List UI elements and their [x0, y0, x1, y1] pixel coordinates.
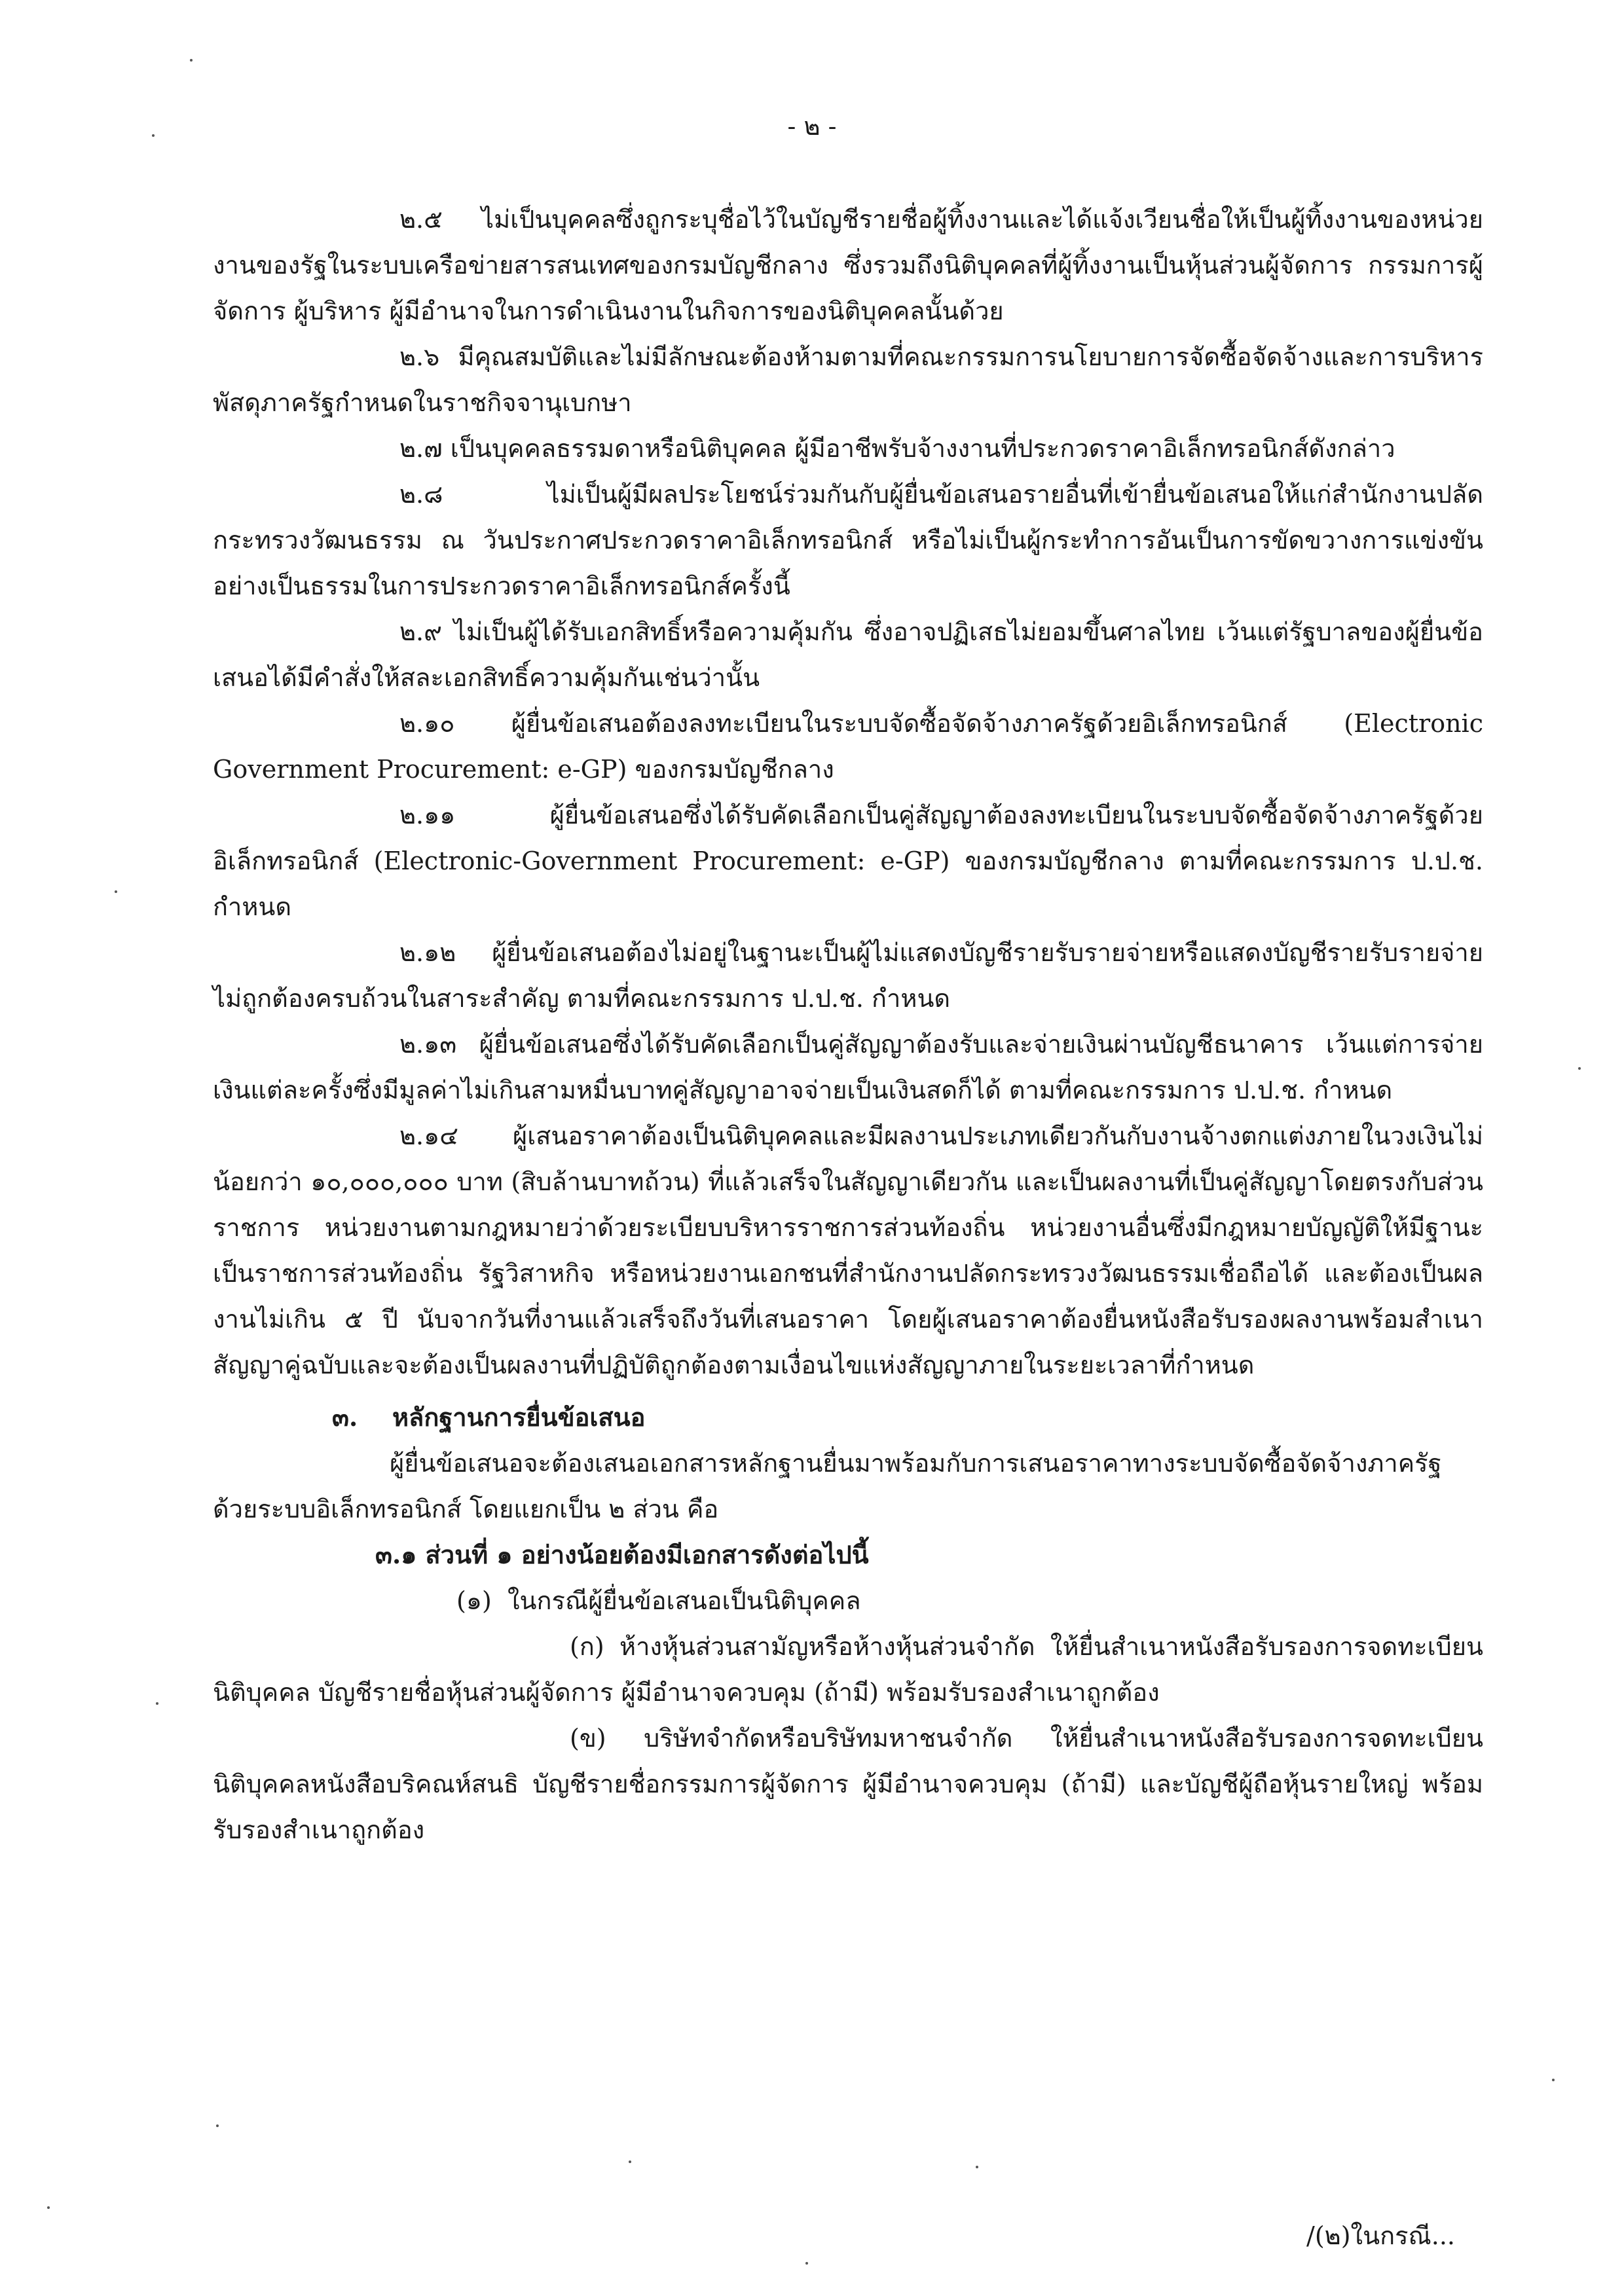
clause-2-14: ๒.๑๔ ผู้เสนอราคาต้องเป็นนิติบุคคลและมีผลงานประเภทเดียวกันกับงานจ้างตกแต่งภายในวงเงินไม่น้อยกว่า ๑๐,๐๐๐,๐๐๐ บาท (สิบล้านบาทถ้วน) ที่แล้วเสร็จในสัญญาเดียวกัน และเป็นผลงานที่เป็นคู่สัญญาโดยตรงกับส่วนราชการ หน่วยงานตามกฎหมายว่าด้วยระเบียบบริหารราชการส่วนท้องถิ่น หน่วยงานอื่นซึ่งมีกฎหมายบัญญัติให้มีฐานะเป็นราชการส่วนท้องถิ่น รัฐวิสาหกิจ หรือหน่วยงานเอกชนที่สำนักงานปลัดกระทรวงวัฒนธรรมเชื่อถือได้ และต้องเป็นผลงานไม่เกิน ๕ ปี นับจากวันที่งานแล้วเสร็จถึงวันที่เสนอราคา โดยผู้เสนอราคาต้องยื่นหนังสือรับรองผลงานพร้อมสำเนาสัญญาคู่ฉบับและจะต้องเป็นผลงานที่ปฏิบัติถูกต้องตามเงื่อนไขแห่งสัญญาภายในระยะเวลาที่กำหนด — [213, 1121, 1483, 1379]
item-1-number: (๑) — [456, 1586, 492, 1615]
clause-2-7: ๒.๗ เป็นบุคคลธรรมดาหรือนิติบุคคล ผู้มีอาชีพรับจ้างงานที่ประกวดราคาอิเล็กทรอนิกส์ดังกล่าว — [399, 434, 1395, 463]
clause-2-10: ๒.๑๐ ผู้ยื่นข้อเสนอต้องลงทะเบียนในระบบจัดซื้อจัดจ้างภาครัฐด้วยอิเล็กทรอนิกส์ (Electronic Government Procurement: e-GP) ของกรมบัญชีกลาง — [213, 709, 1483, 784]
scan-speck — [115, 890, 117, 893]
subsection-3-1: ๓.๑ ส่วนที่ ๑ อย่างน้อยต้องมีเอกสารดังต่อไปนี้ — [375, 1540, 869, 1569]
clause-2-5: ๒.๕ ไม่เป็นบุคคลซึ่งถูกระบุชื่อไว้ในบัญชีรายชื่อผู้ทิ้งงานและได้แจ้งเวียนชื่อให้เป็นผู้ทิ้งงานของหน่วยงานของรัฐในระบบเครือข่ายสารสนเทศของกรมบัญชีกลาง ซึ่งรวมถึงนิติบุคคลที่ผู้ทิ้งงานเป็นหุ้นส่วนผู้จัดการ กรรมการผู้จัดการ ผู้บริหาร ผู้มีอำนาจในการดำเนินงานในกิจการของนิติบุคคลนั้นด้วย — [213, 205, 1483, 325]
scan-speck — [156, 1702, 158, 1705]
clause-2-11: ๒.๑๑ ผู้ยื่นข้อเสนอซึ่งได้รับคัดเลือกเป็นคู่สัญญาต้องลงทะเบียนในระบบจัดซื้อจัดจ้างภาครัฐด้วยอิเล็กทรอนิกส์ (Electronic-Government Procurement: e-GP) ของกรมบัญชีกลาง ตามที่คณะกรรมการ ป.ป.ช. กำหนด — [213, 801, 1483, 921]
item-1 — [213, 1578, 1483, 1624]
scan-speck — [805, 2262, 808, 2265]
section-3-heading — [213, 1394, 1483, 1440]
clause-2-6: ๒.๖ มีคุณสมบัติและไม่มีลักษณะต้องห้ามตามที่คณะกรรมการนโยบายการจัดซื้อจัดจ้างและการบริหารพัสดุภาครัฐกำหนดในราชกิจจานุเบกษา — [213, 342, 1483, 417]
section-3-number: ๓. — [332, 1402, 358, 1432]
section-3-title: หลักฐานการยื่นข้อเสนอ — [392, 1402, 646, 1432]
scan-speck — [47, 2206, 50, 2209]
item-ka: (ก) ห้างหุ้นส่วนสามัญหรือห้างหุ้นส่วนจำกัด ให้ยื่นสำเนาหนังสือรับรองการจดทะเบียนนิติบุคคล บัญชีรายชื่อหุ้นส่วนผู้จัดการ ผู้มีอำนาจควบคุม (ถ้ามี) พร้อมรับรองสำเนาถูกต้อง — [213, 1632, 1483, 1707]
page-number: - ๒ - — [787, 112, 837, 141]
scan-speck — [216, 2124, 219, 2127]
section-3-intro: ผู้ยื่นข้อเสนอจะต้องเสนอเอกสารหลักฐานยื่นมาพร้อมกับการเสนอราคาทางระบบจัดซื้อจัดจ้างภาครัฐด้วยระบบอิเล็กทรอนิกส์ โดยแยกเป็น ๒ ส่วน คือ — [213, 1449, 1442, 1523]
item-kha: (ข) บริษัทจำกัดหรือบริษัทมหาชนจำกัด ให้ยื่นสำเนาหนังสือรับรองการจดทะเบียนนิติบุคคลหนังสือบริคณห์สนธิ บัญชีรายชื่อกรรมการผู้จัดการ ผู้มีอำนาจควบคุม (ถ้ามี) และบัญชีผู้ถือหุ้นรายใหญ่ พร้อมรับรองสำเนาถูกต้อง — [213, 1724, 1483, 1844]
document-body — [213, 196, 1483, 1853]
scan-speck — [152, 134, 155, 137]
scan-speck — [190, 59, 193, 62]
clause-2-8: ๒.๘ ไม่เป็นผู้มีผลประโยชน์ร่วมกันกับผู้ยื่นข้อเสนอรายอื่นที่เข้ายื่นข้อเสนอให้แก่สำนักงานปลัดกระทรวงวัฒนธรรม ณ วันประกาศประกวดราคาอิเล็กทรอนิกส์ หรือไม่เป็นผู้กระทำการอันเป็นการขัดขวางการแข่งขันอย่างเป็นธรรมในการประกวดราคาอิเล็กทรอนิกส์ครั้งนี้ — [213, 480, 1483, 600]
scan-speck — [629, 2160, 631, 2163]
item-1-text: ในกรณีผู้ยื่นข้อเสนอเป็นนิติบุคคล — [507, 1586, 861, 1615]
continuation-note: /(๒)ในกรณี... — [1306, 2221, 1455, 2250]
scan-speck — [1552, 2079, 1555, 2081]
scan-speck — [976, 2166, 978, 2168]
scan-speck — [1578, 1067, 1581, 1070]
clause-2-9: ๒.๙ ไม่เป็นผู้ได้รับเอกสิทธิ์หรือความคุ้มกัน ซึ่งอาจปฏิเสธไม่ยอมขึ้นศาลไทย เว้นแต่รัฐบาลของผู้ยื่นข้อเสนอได้มีคำสั่งให้สละเอกสิทธิ์ความคุ้มกันเช่นว่านั้น — [213, 617, 1483, 692]
clause-2-13: ๒.๑๓ ผู้ยื่นข้อเสนอซึ่งได้รับคัดเลือกเป็นคู่สัญญาต้องรับและจ่ายเงินผ่านบัญชีธนาคาร เว้นแต่การจ่ายเงินแต่ละครั้งซึ่งมีมูลค่าไม่เกินสามหมื่นบาทคู่สัญญาอาจจ่ายเป็นเงินสดก็ได้ ตามที่คณะกรรมการ ป.ป.ช. กำหนด — [213, 1030, 1483, 1104]
clause-2-12: ๒.๑๒ ผู้ยื่นข้อเสนอต้องไม่อยู่ในฐานะเป็นผู้ไม่แสดงบัญชีรายรับรายจ่ายหรือแสดงบัญชีรายรับรายจ่ายไม่ถูกต้องครบถ้วนในสาระสำคัญ ตามที่คณะกรรมการ ป.ป.ช. กำหนด — [213, 938, 1483, 1013]
